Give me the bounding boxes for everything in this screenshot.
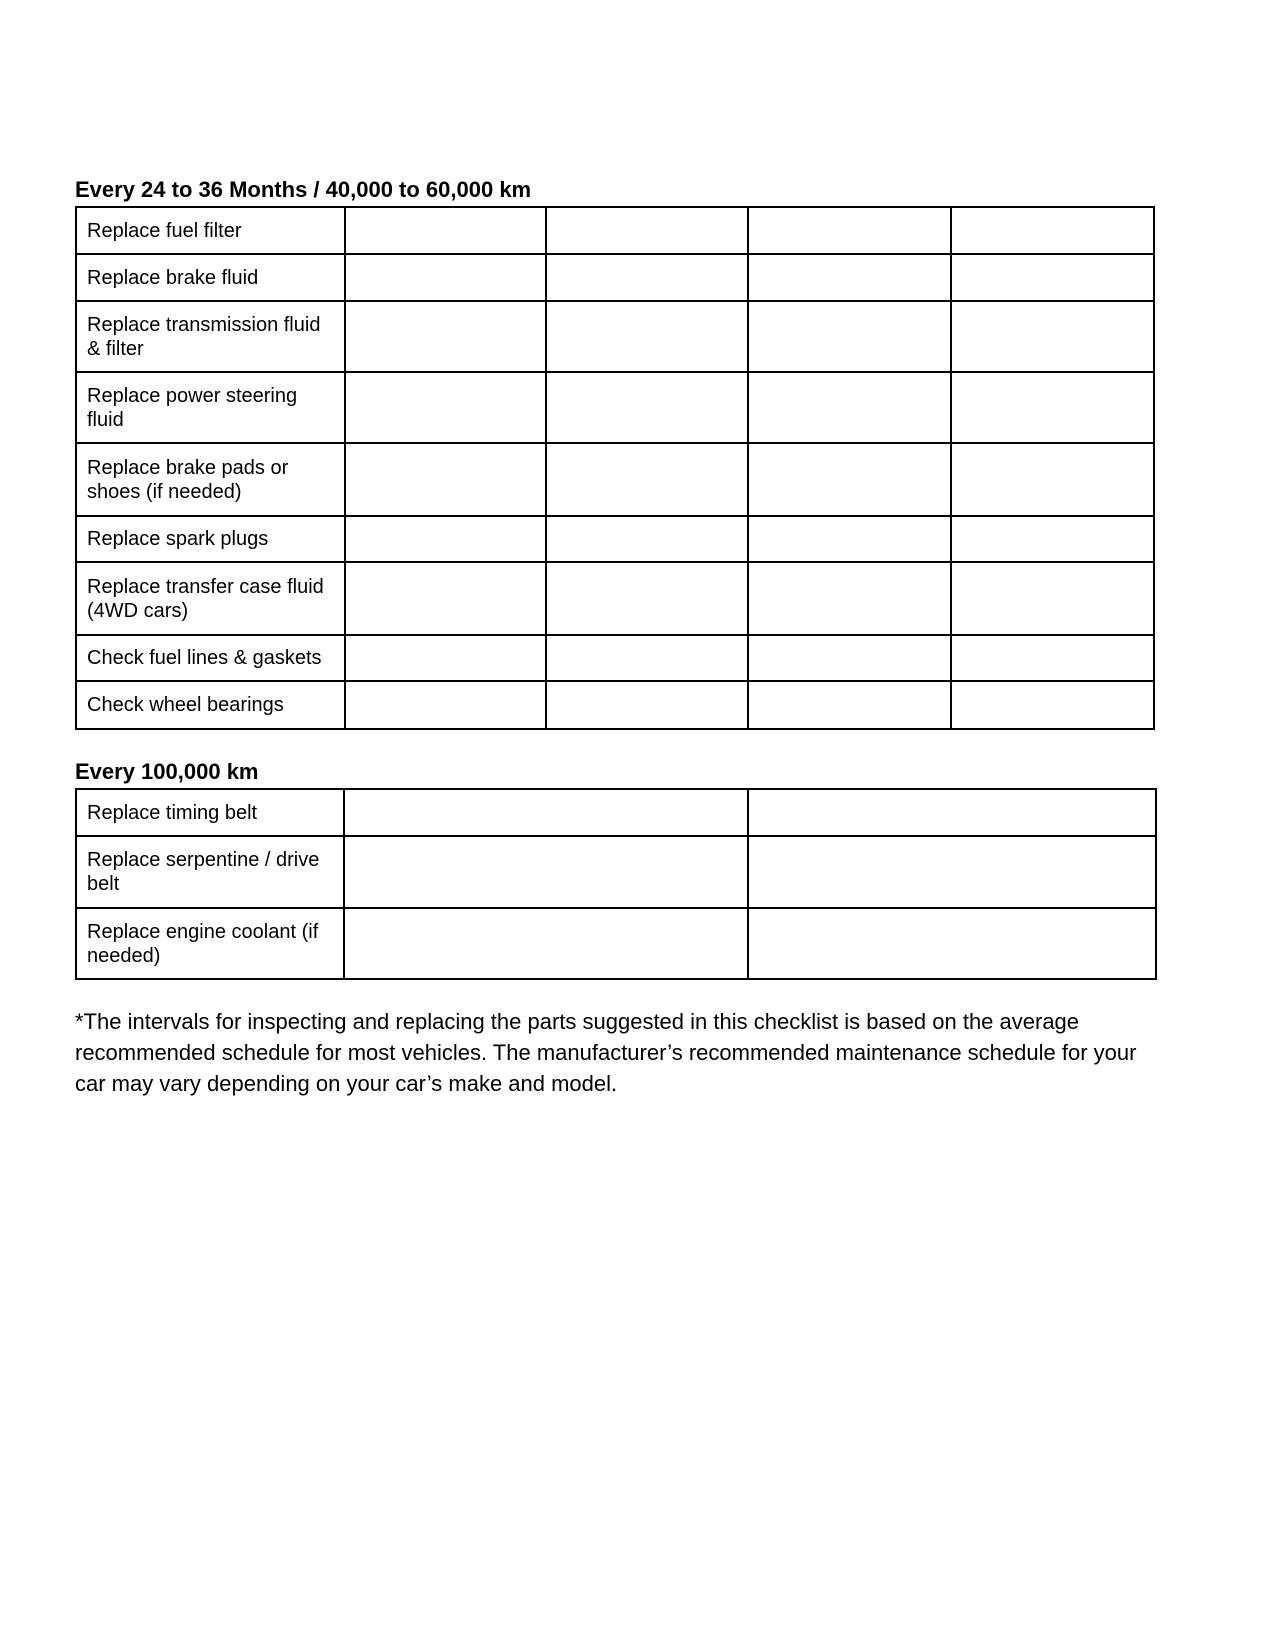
check-cell[interactable]: [748, 836, 1156, 908]
table-row: [76, 635, 1154, 681]
task-label: Check fuel lines & gaskets: [76, 635, 345, 681]
check-cell[interactable]: [951, 301, 1154, 372]
check-cell[interactable]: [951, 372, 1154, 443]
task-label: Check wheel bearings: [76, 681, 345, 729]
check-cell[interactable]: [546, 207, 749, 254]
checklist-table-24-36-months: [75, 206, 1155, 730]
check-cell[interactable]: [345, 372, 546, 443]
check-cell[interactable]: [345, 301, 546, 372]
check-cell[interactable]: [345, 254, 546, 301]
task-label: Replace engine coolant (if needed): [76, 908, 344, 979]
task-label: Replace timing belt: [76, 789, 344, 836]
check-cell[interactable]: [344, 836, 748, 908]
task-label: Replace brake pads or shoes (if needed): [76, 443, 345, 516]
check-cell[interactable]: [345, 562, 546, 635]
check-cell[interactable]: [748, 562, 951, 635]
check-cell[interactable]: [951, 681, 1154, 729]
check-cell[interactable]: [345, 207, 546, 254]
check-cell[interactable]: [748, 254, 951, 301]
checklist-table-100000-km: [75, 788, 1157, 980]
check-cell[interactable]: [344, 908, 748, 979]
check-cell[interactable]: [951, 516, 1154, 562]
check-cell[interactable]: [951, 562, 1154, 635]
check-cell[interactable]: [951, 443, 1154, 516]
table-row: [76, 681, 1154, 729]
check-cell[interactable]: [748, 635, 951, 681]
check-cell[interactable]: [344, 789, 748, 836]
check-cell[interactable]: [546, 562, 749, 635]
check-cell[interactable]: [345, 443, 546, 516]
task-label: Replace fuel filter: [76, 207, 345, 254]
table-row: [76, 301, 1154, 372]
check-cell[interactable]: [546, 301, 749, 372]
check-cell[interactable]: [748, 301, 951, 372]
task-label: Replace brake fluid: [76, 254, 345, 301]
check-cell[interactable]: [748, 372, 951, 443]
check-cell[interactable]: [546, 635, 749, 681]
check-cell[interactable]: [546, 516, 749, 562]
check-cell[interactable]: [748, 207, 951, 254]
check-cell[interactable]: [951, 635, 1154, 681]
check-cell[interactable]: [546, 372, 749, 443]
task-label: Replace transmission fluid & filter: [76, 301, 345, 372]
table-row: [76, 516, 1154, 562]
table-row: [76, 372, 1154, 443]
check-cell[interactable]: [748, 516, 951, 562]
check-cell[interactable]: [345, 635, 546, 681]
table-row: [76, 562, 1154, 635]
table-row: [76, 443, 1154, 516]
task-label: Replace power steering fluid: [76, 372, 345, 443]
check-cell[interactable]: [546, 254, 749, 301]
check-cell[interactable]: [345, 516, 546, 562]
check-cell[interactable]: [748, 789, 1156, 836]
check-cell[interactable]: [748, 908, 1156, 979]
check-cell[interactable]: [546, 443, 749, 516]
check-cell[interactable]: [546, 681, 749, 729]
check-cell[interactable]: [951, 207, 1154, 254]
check-cell[interactable]: [951, 254, 1154, 301]
task-label: Replace transfer case fluid (4WD cars): [76, 562, 345, 635]
task-label: Replace spark plugs: [76, 516, 345, 562]
section-title-24-36-months: Every 24 to 36 Months / 40,000 to 60,000 km: [75, 177, 532, 202]
task-label: Replace serpentine / drive belt: [76, 836, 344, 908]
footnote-disclaimer: *The intervals for inspecting and replacing the parts suggested in this checklist is based on the average recommended schedule for most vehicles. The manufacturer’s recommended maintenance schedule for your car may vary depending on your car’s make and model.: [75, 1009, 1137, 1096]
table-row: [76, 254, 1154, 301]
check-cell[interactable]: [345, 681, 546, 729]
check-cell[interactable]: [748, 681, 951, 729]
table-row: [76, 789, 1156, 836]
table-row: [76, 908, 1156, 979]
section-title-100000-km: Every 100,000 km: [75, 759, 259, 784]
table-row: [76, 207, 1154, 254]
check-cell[interactable]: [748, 443, 951, 516]
table-row: [76, 836, 1156, 908]
